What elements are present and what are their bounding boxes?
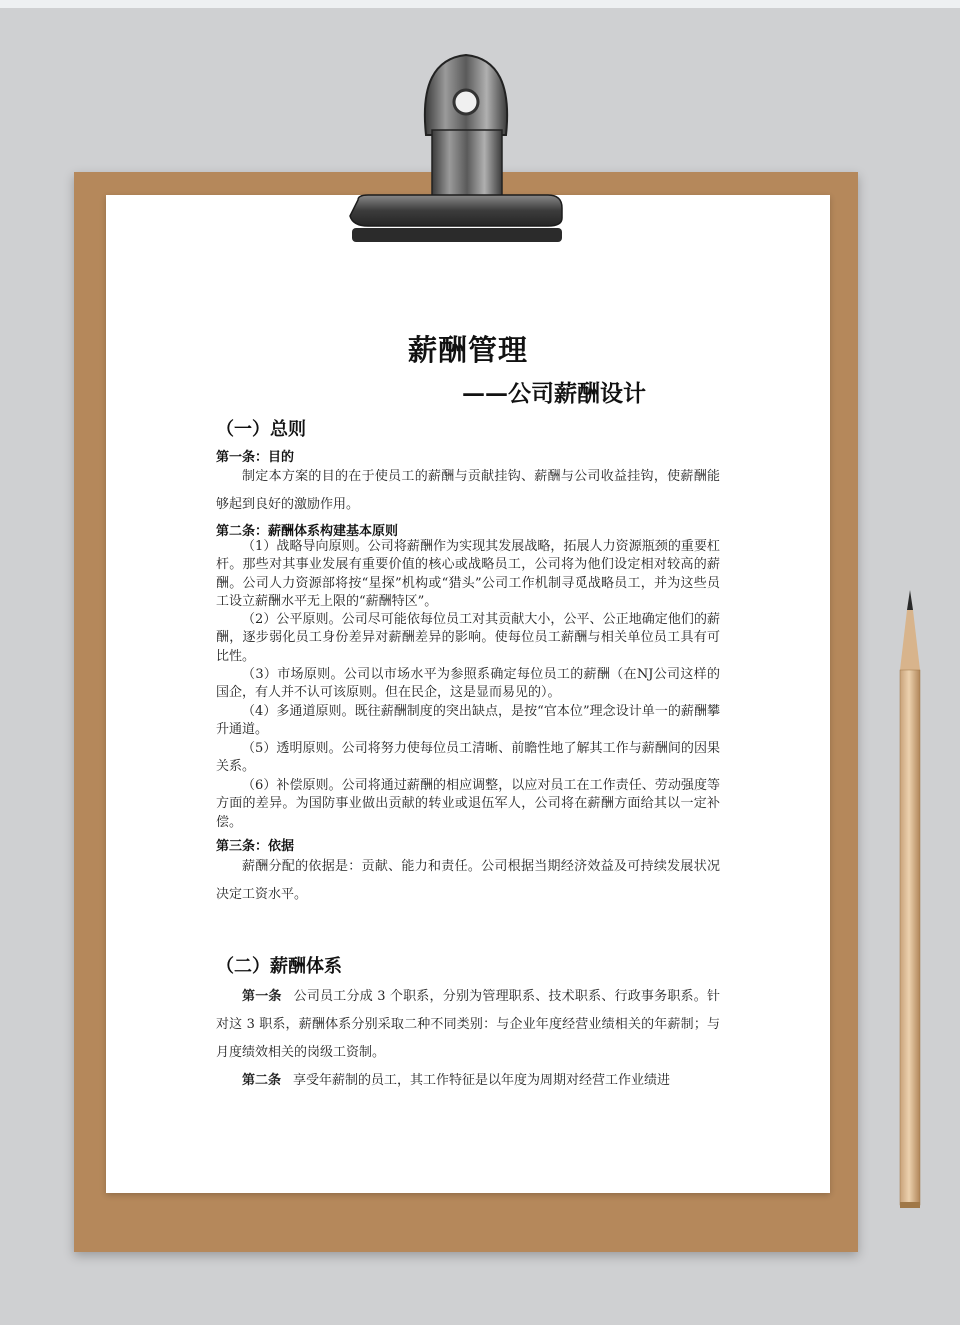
article-heading-basis: 第三条：依据 bbox=[216, 839, 295, 854]
principle-item: （6）补偿原则。公司将通过薪酬的相应调整，以应对员工在工作责任、劳动强度等方面的差异。为国防事业做出贡献的转业或退伍军人，公司将在薪酬方面给其以一定补偿。 bbox=[216, 778, 720, 830]
binder-clip-icon bbox=[348, 50, 568, 250]
principle-item: （3）市场原则。公司以市场水平为参照系确定每位员工的薪酬（在NJ公司这样的国企，有人并不认可该原则。但在民企，这是显而易见的）。 bbox=[216, 667, 720, 701]
section-heading-pay-system: （二）薪酬体系 bbox=[216, 956, 342, 977]
document-title: 薪酬管理 bbox=[407, 333, 528, 367]
principle-item: （4）多通道原则。既往薪酬制度的突出缺点，是按“官本位”理念设计单一的薪酬攀升通道。 bbox=[216, 704, 720, 738]
article-text: 公司员工分成 3 个职系，分别为管理职系、技术职系、行政事务职系。针对这 3 职系，薪酬体系分别采取二种不同类别：与企业年度经营业绩相关的年薪制；与月度绩效相关的岗级工资制。 bbox=[216, 989, 720, 1060]
principle-item: （5）透明原则。公司将努力使每位员工清晰、前瞻性地了解其工作与薪酬间的因果关系。 bbox=[216, 741, 720, 775]
pay-system-article bbox=[216, 1067, 720, 1095]
article-heading-principles: 第二条：薪酬体系构建基本原则 bbox=[216, 524, 399, 539]
top-strip bbox=[0, 0, 960, 8]
article-text-basis: 薪酬分配的依据是：贡献、能力和责任。公司根据当期经济效益及可持续发展状况决定工资水平。 bbox=[216, 859, 720, 902]
pay-system-article bbox=[216, 983, 720, 1067]
document-page bbox=[106, 195, 830, 1193]
pencil-icon bbox=[895, 590, 925, 1210]
article-label: 第二条 bbox=[242, 1073, 282, 1088]
principle-item: （1）战略导向原则。公司将薪酬作为实现其发展战略，拓展人力资源瓶颈的重要杠杆。那些对其事业发展有重要价值的核心或战略员工，公司将为他们设定相对较高的薪酬。公司人力资源部将按“星探”机构或“猎头”公司工作机制寻觅战略员工，并为这些员工设立薪酬水平无上限的“薪酬特区”。 bbox=[216, 539, 720, 610]
article-text: 享受年薪制的员工，其工作特征是以年度为周期对经营工作业绩进 bbox=[293, 1073, 671, 1088]
principle-item: （2）公平原则。公司尽可能依每位员工对其贡献大小，公平、公正地确定他们的薪酬，逐步弱化员工身份差异对薪酬差异的影响。使每位员工薪酬与相关单位员工具有可比性。 bbox=[216, 612, 720, 664]
document-subtitle: ——公司薪酬设计 bbox=[462, 380, 646, 407]
article-label: 第一条 bbox=[242, 989, 282, 1004]
section-heading-general: （一）总则 bbox=[216, 419, 306, 440]
article-heading-purpose: 第一条：目的 bbox=[216, 450, 295, 465]
article-text-purpose: 制定本方案的目的在于使员工的薪酬与贡献挂钩、薪酬与公司收益挂钩，使薪酬能够起到良好的激励作用。 bbox=[216, 469, 720, 512]
